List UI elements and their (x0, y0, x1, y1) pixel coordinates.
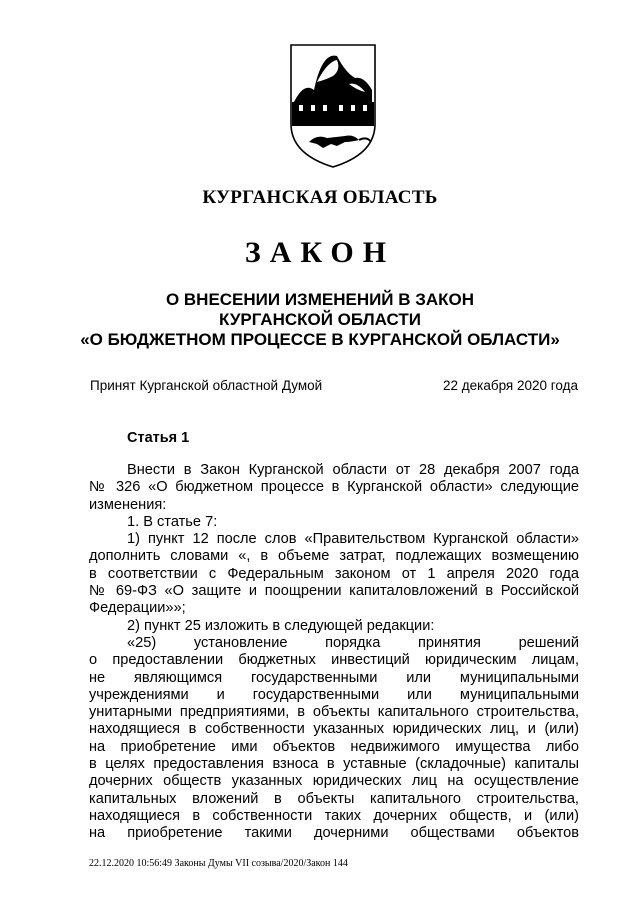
document-type: ЗАКОН (244, 236, 396, 269)
adoption-line (90, 378, 578, 396)
adoption-date: 22 декабря 2020 года (442, 378, 578, 393)
article-heading: Статья 1 (127, 430, 190, 446)
text-line: о предоставлении бюджетных инвестиций юридическим лицам, (89, 652, 579, 669)
text-line: унитарными предприятиями, в объекты капитального строительства, (89, 704, 579, 721)
text-line: дополнить словами «, в объеме затрат, подлежащих возмещению (89, 548, 579, 565)
law-title-line: О ВНЕСЕНИИ ИЗМЕНЕНИЙ В ЗАКОН (165, 290, 475, 309)
text-line: капитальных вложений в объекты капитального строительства, (89, 790, 579, 807)
text-line: 1) пункт 12 после слов «Правительством Курганской области» (127, 531, 579, 548)
text-line: дочерних обществ указанных юридических лиц на осуществление (89, 773, 579, 790)
text-line: в соответствии с Федеральным законом от 1 апреля 2020 года (89, 565, 579, 582)
text-line: 2) пункт 25 изложить в следующей редакции: (127, 617, 435, 634)
footer-stamp: 22.12.2020 10:56:49 Законы Думы VII созыва/2020/Закон 144 (89, 858, 348, 869)
text-line: на приобретение такими дочерними обществами объектов (89, 825, 579, 842)
text-line: не являющимся государственными или муниципальными (89, 669, 579, 686)
law-title (0, 290, 640, 350)
text-line: Федерации»»; (89, 600, 186, 617)
text-line: находящиеся в собственности таких дочерних обществ, и (или) (89, 807, 579, 824)
text-line: № 326 «О бюджетном процессе в Курганской области» следующие (89, 479, 579, 496)
text-line: в целях предоставления взноса в уставные (складочные) капиталы (89, 756, 579, 773)
adopted-by: Принят Курганской областной Думой (90, 378, 323, 393)
text-line: на приобретение ими объектов недвижимого имущества либо (89, 738, 579, 755)
text-line: «25) установление порядка принятия решений (127, 634, 579, 651)
article-body (89, 462, 579, 843)
region-name: КУРГАНСКАЯ ОБЛАСТЬ (202, 187, 438, 208)
text-line: 1. В статье 7: (127, 513, 218, 530)
text-line: изменения: (89, 496, 167, 513)
text-line: находящиеся в собственности указанных юридических лиц, и (или) (89, 721, 579, 738)
text-line: № 69-ФЗ «О защите и поощрении капиталовложений в Российской (89, 583, 579, 600)
coat-of-arms-emblem (287, 42, 379, 170)
law-title-line: «О БЮДЖЕТНОМ ПРОЦЕССЕ В КУРГАНСКОЙ ОБЛАСТИ» (80, 330, 560, 349)
law-title-line: КУРГАНСКОЙ ОБЛАСТИ (219, 310, 421, 329)
text-line: Внести в Закон Курганской области от 28 декабря 2007 года (127, 462, 579, 478)
text-line: учреждениями и государственными или муниципальными (89, 686, 579, 703)
